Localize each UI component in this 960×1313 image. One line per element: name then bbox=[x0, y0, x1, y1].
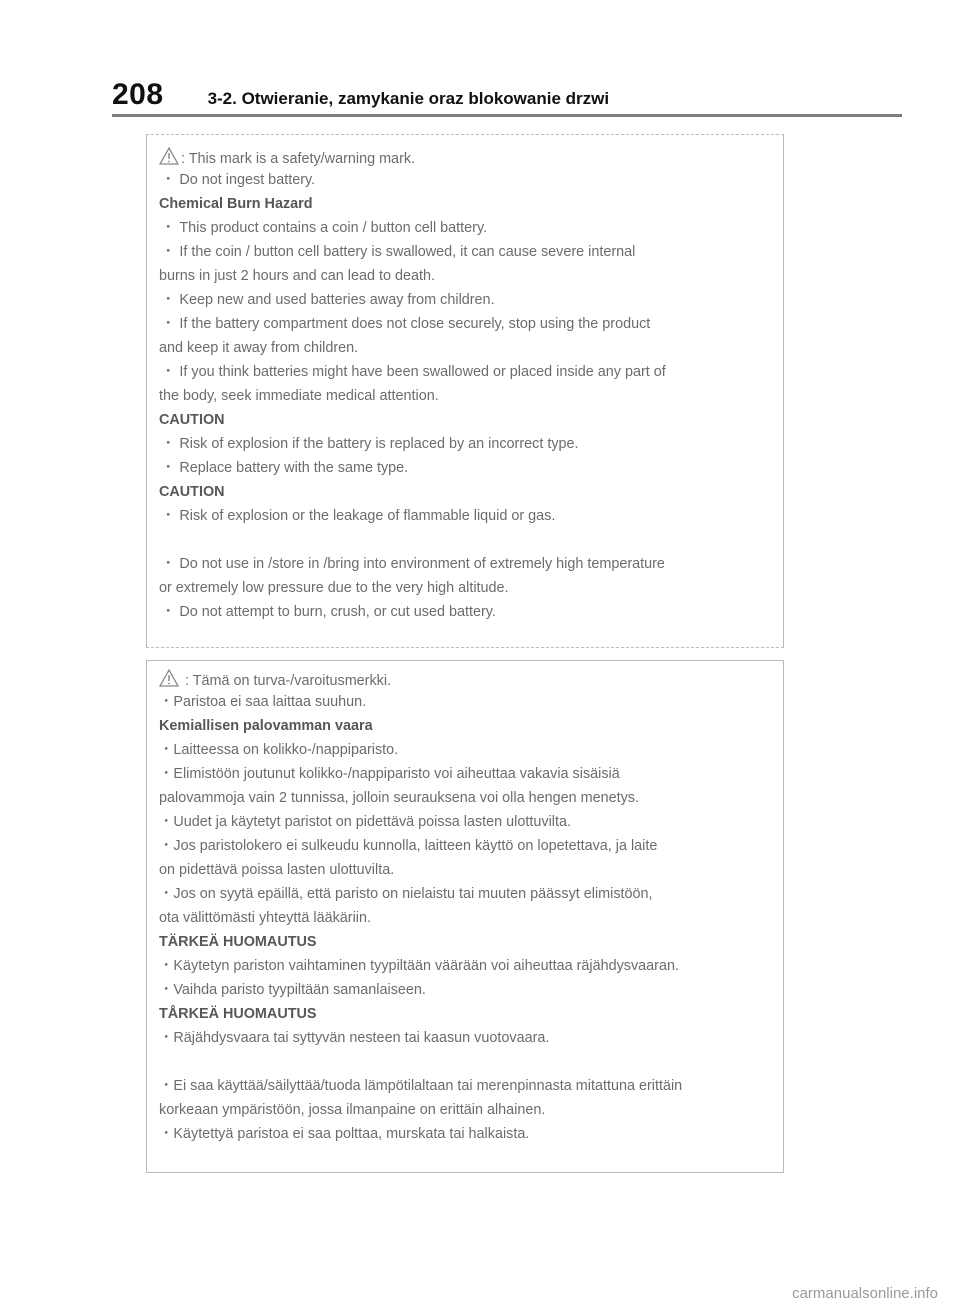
finnish-line-4: ・Laitteessa on kolikko-/nappiparisto. bbox=[159, 742, 399, 758]
section-title: 3-2. Otwieranie, zamykanie oraz blokowanie drzwi bbox=[207, 89, 610, 108]
page-number: 208 bbox=[112, 78, 164, 111]
english-line-11: the body, seek immediate medical attention. bbox=[159, 388, 439, 404]
english-line-1: : This mark is a safety/warning mark. bbox=[159, 147, 415, 168]
finnish-line-7: ・Uudet ja käytetyt paristot on pidettävä poissa lasten ulottuvilta. bbox=[159, 814, 571, 830]
finnish-warning-box bbox=[146, 660, 784, 1173]
finnish-line-16: ・Räjähdysvaara tai syttyvän nesteen tai kaasun vuotovaara. bbox=[159, 1030, 550, 1046]
english-line-16: ・ Risk of explosion or the leakage of flammable liquid or gas. bbox=[161, 508, 556, 524]
finnish-line-14: ・Vaihda paristo tyypiltään samanlaiseen. bbox=[159, 982, 426, 998]
finnish-line-19: ・Käytettyä paristoa ei saa polttaa, murskata tai halkaista. bbox=[159, 1126, 530, 1142]
english-heading-caution-1: CAUTION bbox=[159, 412, 225, 428]
finnish-line-11: ota välittömästi yhteyttä lääkäriin. bbox=[159, 910, 371, 926]
finnish-heading-chemical-burn: Kemiallisen palovamman vaara bbox=[159, 718, 373, 734]
english-line-10: ・ If you think batteries might have been swallowed or placed inside any part of bbox=[161, 364, 666, 380]
finnish-line-17: ・Ei saa käyttää/säilyttää/tuoda lämpötilaltaan tai merenpinnasta mitattuna erittäin bbox=[159, 1078, 683, 1094]
english-line-4: ・ This product contains a coin / button cell battery. bbox=[161, 220, 488, 236]
finnish-line-10: ・Jos on syytä epäillä, että paristo on nielaistu tai muuten päässyt elimistöön, bbox=[159, 886, 653, 902]
finnish-heading-notice-2: TÅRKEÄ HUOMAUTUS bbox=[159, 1006, 317, 1022]
english-heading-chemical-burn: Chemical Burn Hazard bbox=[159, 196, 313, 212]
english-line-7: ・ Keep new and used batteries away from children. bbox=[161, 292, 495, 308]
english-line-5: ・ If the coin / button cell battery is swallowed, it can cause severe internal bbox=[161, 244, 636, 260]
english-warning-box bbox=[146, 134, 784, 648]
warning-triangle-icon bbox=[159, 147, 179, 165]
finnish-line-18: korkeaan ympäristöön, jossa ilmanpaine on erittäin alhainen. bbox=[159, 1102, 546, 1118]
english-heading-caution-2: CAUTION bbox=[159, 484, 225, 500]
english-line-13: ・ Risk of explosion if the battery is replaced by an incorrect type. bbox=[161, 436, 579, 452]
page-header bbox=[112, 78, 609, 112]
finnish-line-2: ・Paristoa ei saa laittaa suuhun. bbox=[159, 694, 367, 710]
finnish-line-13: ・Käytetyn pariston vaihtaminen tyypiltään väärään voi aiheuttaa räjähdysvaaran. bbox=[159, 958, 679, 974]
finnish-line-5: ・Elimistöön joutunut kolikko-/nappiparisto voi aiheuttaa vakavia sisäisiä bbox=[159, 766, 620, 782]
warning-triangle-icon bbox=[159, 669, 179, 687]
english-line-18: or extremely low pressure due to the very high altitude. bbox=[159, 580, 509, 596]
footer-watermark[interactable]: carmanualsonline.info bbox=[792, 1285, 938, 1302]
english-line-9: and keep it away from children. bbox=[159, 340, 359, 356]
english-line-8: ・ If the battery compartment does not close securely, stop using the product bbox=[161, 316, 651, 332]
english-line-2: ・ Do not ingest battery. bbox=[161, 172, 316, 188]
finnish-line-1: : Tämä on turva-/varoitusmerkki. bbox=[159, 669, 391, 690]
english-line-19: ・ Do not attempt to burn, crush, or cut used battery. bbox=[161, 604, 496, 620]
finnish-line-6: palovammoja vain 2 tunnissa, jolloin seurauksena voi olla hengen menetys. bbox=[159, 790, 639, 806]
english-line-14: ・ Replace battery with the same type. bbox=[161, 460, 409, 476]
finnish-heading-notice-1: TÄRKEÄ HUOMAUTUS bbox=[159, 934, 317, 950]
english-line-6: burns in just 2 hours and can lead to death. bbox=[159, 268, 436, 284]
finnish-line-9: on pidettävä poissa lasten ulottuvilta. bbox=[159, 862, 395, 878]
header-divider bbox=[112, 114, 902, 117]
english-line-17: ・ Do not use in /store in /bring into environment of extremely high temperature bbox=[161, 556, 665, 572]
finnish-line-8: ・Jos paristolokero ei sulkeudu kunnolla, laitteen käyttö on lopetettava, ja laite bbox=[159, 838, 658, 854]
